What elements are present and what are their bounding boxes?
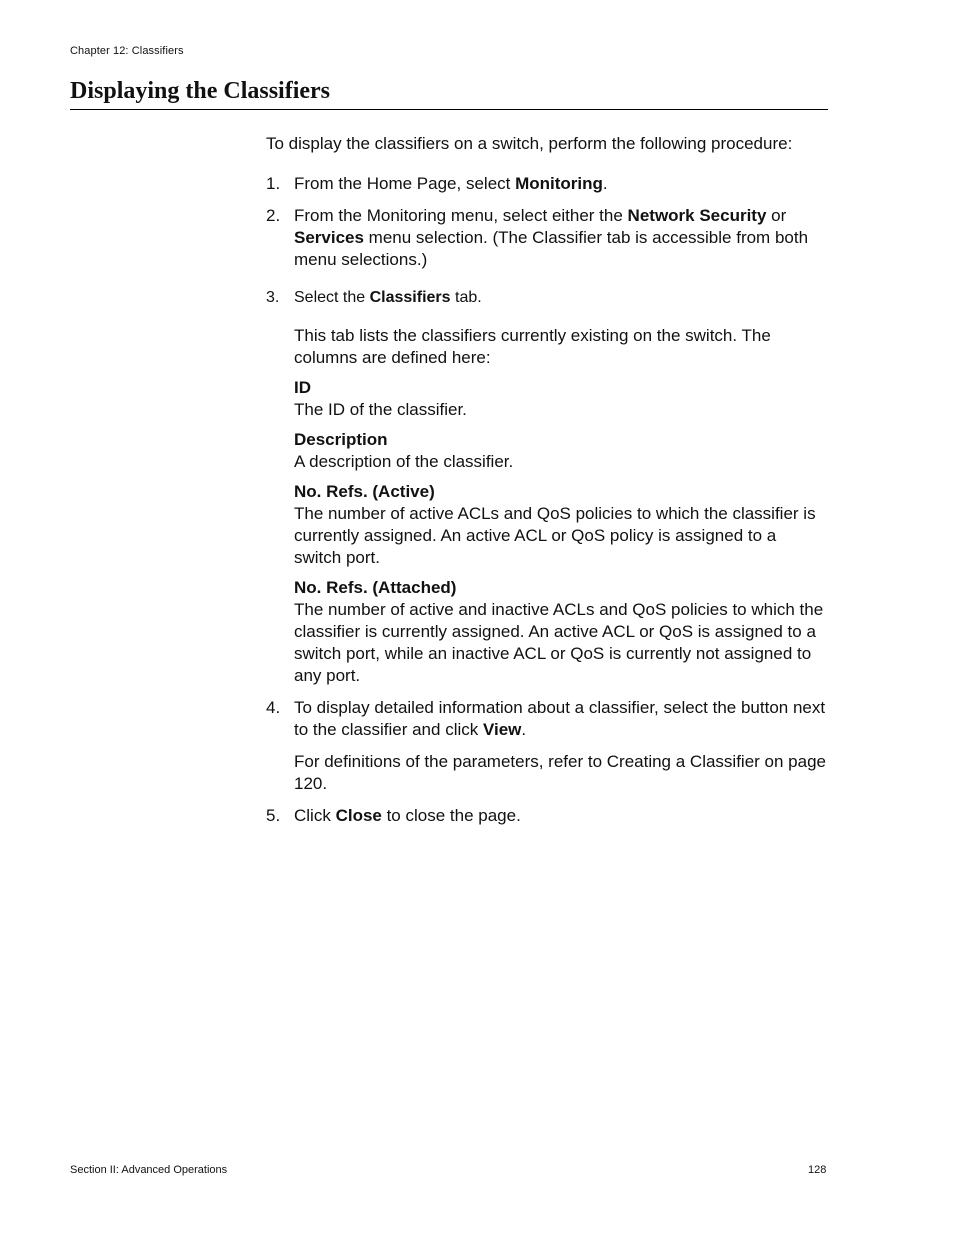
definition-refs-active bbox=[294, 481, 826, 569]
step-text bbox=[294, 205, 826, 271]
step-4-paragraph: For definitions of the parameters, refer to Creating a Classifier on page 120. bbox=[294, 752, 826, 793]
ui-term-services: Services bbox=[294, 228, 364, 247]
text-run: . bbox=[521, 720, 527, 739]
definition-description: A description of the classifier. bbox=[294, 452, 514, 471]
text-run: Click bbox=[294, 806, 336, 825]
text-run: tab. bbox=[450, 289, 482, 306]
step-text bbox=[294, 287, 826, 687]
text-run: From the Monitoring menu, select either the bbox=[294, 206, 628, 225]
running-header: Chapter 12: Classifiers bbox=[70, 45, 184, 57]
step-number: 5. bbox=[266, 806, 281, 825]
text-run: menu selection. (The Classifier tab is accessible from both menu selections.) bbox=[294, 228, 809, 269]
definition-id bbox=[294, 377, 826, 421]
text-run: From the Home Page, select bbox=[294, 174, 516, 193]
text-run: To display detailed information about a classifier, select the button next to the classifier and click bbox=[294, 698, 826, 739]
ui-term-monitoring: Monitoring bbox=[515, 174, 603, 193]
step-text bbox=[294, 697, 826, 795]
title-rule bbox=[70, 109, 828, 110]
ui-term-close: Close bbox=[335, 806, 382, 825]
page-number: 128 bbox=[808, 1164, 827, 1176]
definition-term: No. Refs. (Active) bbox=[294, 482, 435, 501]
definition-refs-attached bbox=[294, 577, 826, 687]
page-title: Displaying the Classifiers bbox=[70, 78, 331, 104]
step-3 bbox=[266, 287, 826, 687]
document-body bbox=[266, 133, 826, 837]
ui-term-network-security: Network Security bbox=[627, 206, 767, 225]
definition-description: The ID of the classifier. bbox=[294, 400, 467, 419]
running-footer: Section II: Advanced Operations bbox=[70, 1164, 228, 1176]
step-number: 3. bbox=[266, 289, 280, 306]
definition-description: The number of active ACLs and QoS policies to which the classifier is currently assigned. An active ACL or QoS policy is assigned to a switch port. bbox=[294, 504, 816, 567]
step-number: 2. bbox=[266, 206, 281, 225]
definition-term: ID bbox=[294, 378, 311, 397]
step-number: 1. bbox=[266, 174, 281, 193]
step-3-paragraph: This tab lists the classifiers currently existing on the switch. The columns are defined here: bbox=[294, 326, 771, 367]
step-text bbox=[294, 173, 826, 195]
definition-term: No. Refs. (Attached) bbox=[294, 578, 457, 597]
step-1 bbox=[266, 173, 826, 195]
text-run: to close the page. bbox=[381, 806, 521, 825]
definition-term: Description bbox=[294, 430, 388, 449]
text-run: or bbox=[766, 206, 787, 225]
ui-term-classifiers: Classifiers bbox=[369, 289, 451, 306]
ui-term-view: View bbox=[482, 720, 522, 739]
step-2 bbox=[266, 205, 826, 271]
definition-description-column bbox=[294, 429, 826, 473]
text-run: . bbox=[602, 174, 608, 193]
text-run: Select the bbox=[294, 289, 370, 306]
step-5 bbox=[266, 805, 826, 827]
intro-paragraph: To display the classifiers on a switch, perform the following procedure: bbox=[266, 134, 793, 153]
step-text bbox=[294, 805, 826, 827]
definition-description: The number of active and inactive ACLs and QoS policies to which the classifier is currently assigned. An active ACL or QoS is assigned to a switch port, while an inactive ACL or QoS is currently not assigned to any port. bbox=[294, 600, 824, 685]
step-4 bbox=[266, 697, 826, 795]
step-number: 4. bbox=[266, 698, 281, 717]
